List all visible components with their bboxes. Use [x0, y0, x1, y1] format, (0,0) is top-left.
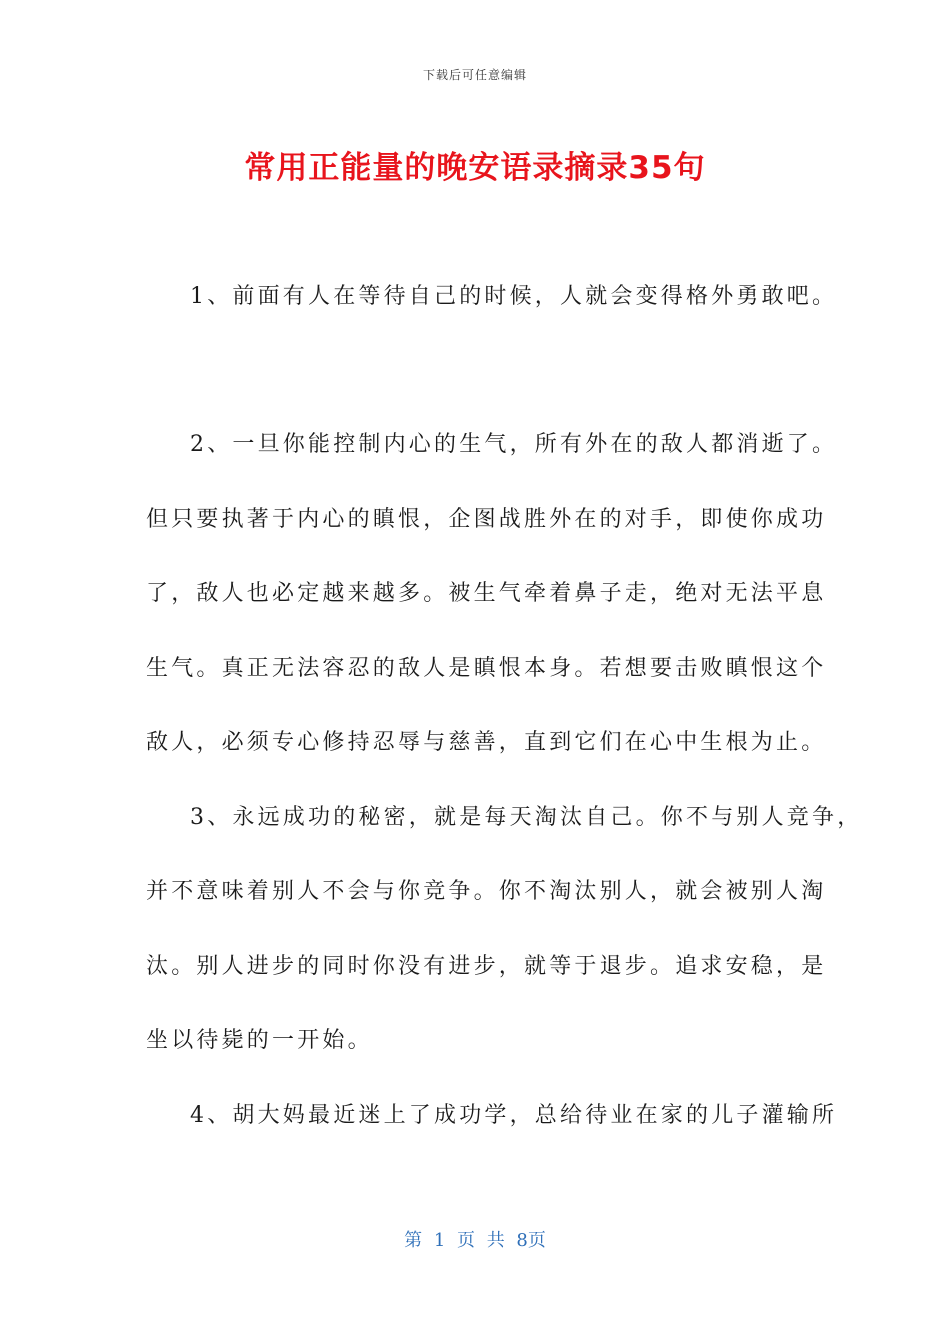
paragraph-line: 但只要执著于内心的瞋恨，企图战胜外在的对手，即使你成功	[146, 507, 827, 532]
paragraph-line: 4、胡大妈最近迷上了成功学，总给待业在家的儿子灌输所	[190, 1103, 838, 1128]
paragraph-line: 2、一旦你能控制内心的生气，所有外在的敌人都消逝了。	[190, 432, 838, 457]
paragraph-line: 了，敌人也必定越来越多。被生气牵着鼻子走，绝对无法平息	[146, 581, 827, 606]
paragraph-line: 1、前面有人在等待自己的时候，人就会变得格外勇敢吧。	[190, 284, 838, 309]
paragraph-line: 敌人，必须专心修持忍辱与慈善，直到它们在心中生根为止。	[146, 730, 827, 755]
paragraph-line: 汰。别人进步的同时你没有进步，就等于退步。追求安稳，是	[146, 954, 827, 979]
page-number-footer: 第 1 页 共 8页	[404, 1230, 546, 1251]
page-title: 常用正能量的晚安语录摘录35句	[244, 150, 706, 186]
header-note: 下载后可任意编辑	[422, 68, 527, 82]
paragraph-line: 坐以待毙的一开始。	[146, 1028, 373, 1053]
paragraph-line: 生气。真正无法容忍的敌人是瞋恨本身。若想要击败瞋恨这个	[146, 656, 827, 681]
paragraph-line: 并不意味着别人不会与你竞争。你不淘汰别人，就会被别人淘	[146, 879, 827, 904]
paragraph-line: 3、永远成功的秘密，就是每天淘汰自己。你不与别人竞争，	[190, 805, 863, 830]
